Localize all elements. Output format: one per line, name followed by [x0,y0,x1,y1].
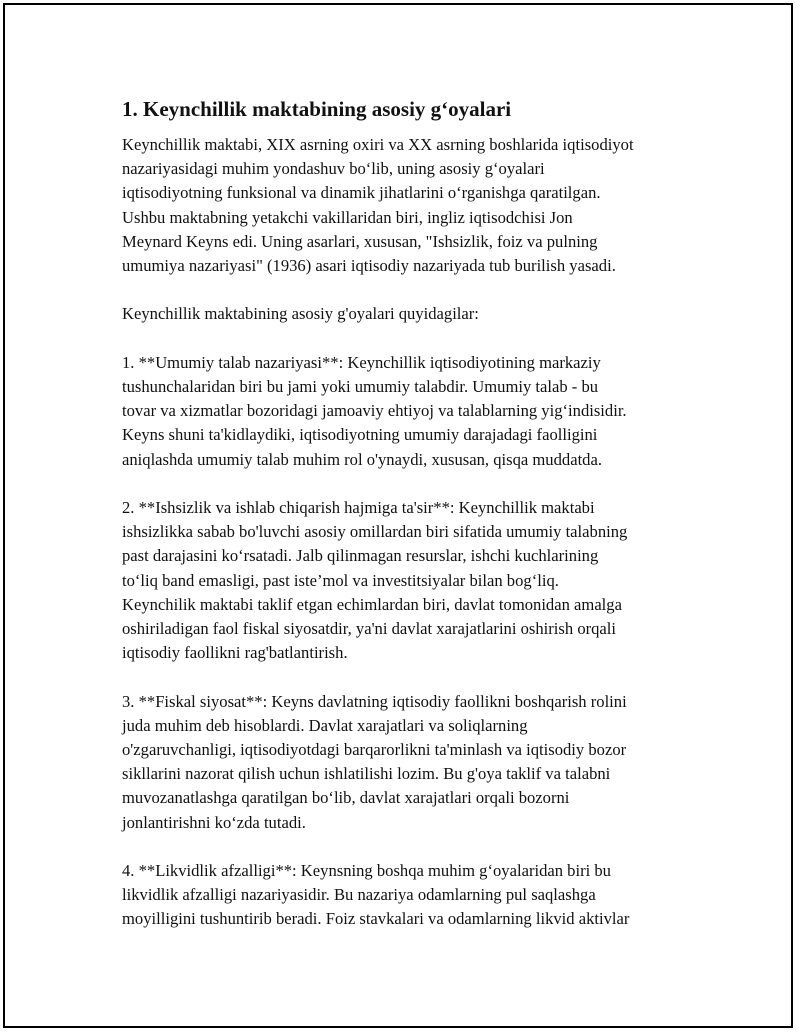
text-line: o'zgaruvchanligi, iqtisodiyotdagi barqarorlikni ta'minlash va iqtisodiy bozor [122,740,627,760]
text-line: nazariyasidagi muhim yondashuv bo‘lib, uning asosiy g‘oyalari [122,159,545,179]
text-line: tushunchalaridan biri bu jami yoki umumiy talabdir. Umumiy talab - bu [122,377,599,396]
text-line: ishsizlikka sabab bo'luvchi asosiy omillardan biri sifatida umumiy talabning [122,522,628,542]
paragraph-item-3 [122,690,710,835]
paragraph-item-4 [122,859,710,932]
text-line: muvozanatlashga qaratilgan bo‘lib, davlat xarajatlari orqali bozorni [122,788,570,808]
paragraph-intro [122,133,710,278]
text-line: tovar va xizmatlar bozoridagi jamoaviy ehtiyoj va talablarning yig‘indisidir. [122,401,627,421]
section-heading: 1. Keynchillik maktabining asosiy g‘oyalari [122,97,512,121]
page-frame [3,3,793,1028]
text-line: juda muhim deb hisoblardi. Davlat xarajatlari va soliqlarning [122,715,528,735]
text-line: Keynchillik maktabi, XIX asrning oxiri va XX asrning boshlarida iqtisodiyot [122,135,634,154]
text-line: iqtisodiyotning funksional va dinamik jihatlarini o‘rganishga qaratilgan. [122,183,601,203]
text-line: to‘liq band emasligi, past iste’mol va investitsiyalar bilan bog‘liq. [122,570,559,590]
text-line: Ushbu maktabning yetakchi vakillaridan biri, ingliz iqtisodchisi Jon [122,207,573,227]
text-line: past darajasini ko‘rsatadi. Jalb qilinmagan resurslar, ishchi kuchlarining [122,546,599,566]
text-line: aniqlashda umumiy talab muhim rol o'ynaydi, xususan, qisqa muddatda. [122,449,602,469]
text-line: sikllarini nazorat qilish uchun ishlatilishi lozim. Bu g'oya taklif va talabni [122,764,611,784]
text-line: 4. **Likvidlik afzalligi**: Keynsning boshqa muhim g‘oyalaridan biri bu [122,861,611,881]
document-body [120,95,710,956]
paragraph-list-intro [122,302,710,326]
text-line: iqtisodiy faollikni rag'batlantirish. [122,643,348,663]
text-line: Keyns shuni ta'kidlaydiki, iqtisodiyotning umumiy darajadagi faolligini [122,425,598,445]
text-line: 3. **Fiskal siyosat**: Keyns davlatning iqtisodiy faollikni boshqarish rolini [122,691,627,711]
text-line: 1. **Umumiy talab nazariyasi**: Keynchillik iqtisodiyotining markaziy [122,352,601,372]
text-line: oshiriladigan faol fiskal siyosatdir, ya'ni davlat xarajatlarini oshirish orqali [122,619,617,639]
paragraph-item-2 [122,496,710,665]
text-line: 2. **Ishsizlik va ishlab chiqarish hajmiga ta'sir**: Keynchillik maktabi [122,498,595,517]
text-line: jonlantirishni ko‘zda tutadi. [122,812,306,832]
text-line: likvidlik afzalligi nazariyasidir. Bu nazariya odamlarning pul saqlashga [122,885,596,905]
text-line: Meynard Keyns edi. Uning asarlari, xususan, "Ishsizlik, foiz va pulning [122,231,598,251]
text-line: umumiya nazariyasi" (1936) asari iqtisodiy nazariyada tub burilish yasadi. [122,256,616,276]
text-line: Keynchilik maktabi taklif etgan echimlardan biri, davlat tomonidan amalga [122,594,622,614]
paragraph-item-1 [122,351,710,472]
text-line: moyilligini tushuntirib beradi. Foiz stavkalari va odamlarning likvid aktivlar [122,909,630,929]
text-line: Keynchillik maktabining asosiy g'oyalari quyidagilar: [122,304,479,324]
